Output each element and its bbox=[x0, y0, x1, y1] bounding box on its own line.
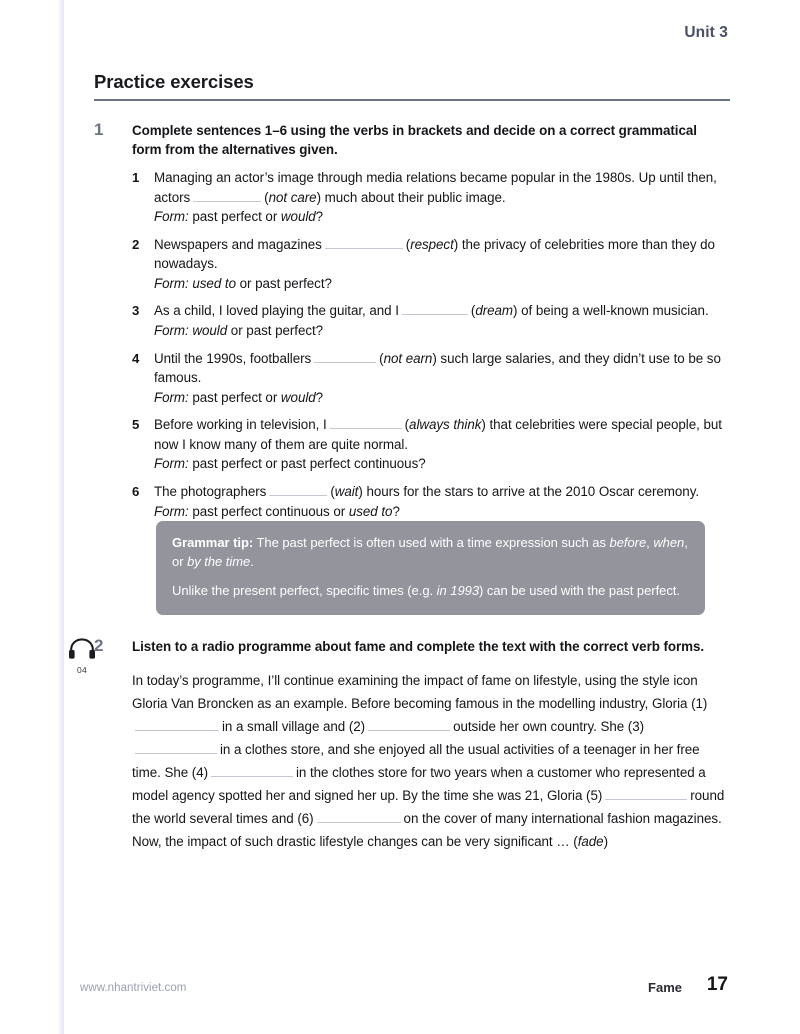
answer-blank[interactable] bbox=[135, 742, 217, 754]
verb-cue: always think bbox=[409, 417, 482, 433]
form-options bbox=[154, 502, 728, 522]
form-option-a: past perfect continuous bbox=[192, 503, 330, 519]
form-join: or bbox=[235, 275, 256, 291]
footer-page-number: 17 bbox=[706, 974, 728, 995]
exercise-2-instruction: Listen to a radio programme about fame and complete the text with the correct verb forms. bbox=[132, 639, 705, 654]
headphones-icon bbox=[67, 637, 97, 661]
tip-italic-bythetime: by the time bbox=[187, 553, 251, 569]
question-item: 2 Newspapers and magazines (respect) the privacy of celebrities more than they do nowadays. Form: used to or past perfect? bbox=[132, 235, 728, 294]
form-option-b: past perfect bbox=[246, 323, 316, 338]
audio-track-number: 04 bbox=[76, 665, 88, 675]
form-label: Form: bbox=[154, 456, 189, 472]
grammar-tip-paragraph-1 bbox=[172, 534, 689, 571]
form-end: ? bbox=[418, 456, 426, 472]
page-title: Practice exercises bbox=[94, 71, 254, 92]
question-text-after: hours for the stars to arrive at the 2010 Oscar ceremony. bbox=[366, 483, 700, 499]
answer-blank[interactable] bbox=[605, 788, 687, 800]
form-options bbox=[154, 321, 728, 341]
tip-text-a: The past perfect is often used with a time expression such as bbox=[253, 535, 610, 550]
verb-cue: respect bbox=[410, 236, 454, 252]
passage-part-2: in a small village and (2) bbox=[222, 719, 366, 735]
question-item: 1 Managing an actor’s image through media relations became popular in the 1980s. Up until then, actors (not care) much about their public image. Form: past perfect or would? bbox=[132, 168, 728, 227]
exercise-1-body bbox=[132, 121, 728, 529]
section-heading bbox=[94, 72, 730, 101]
answer-blank[interactable] bbox=[330, 417, 402, 429]
form-join: or bbox=[261, 389, 281, 405]
tip-italic-when: when bbox=[653, 535, 685, 550]
passage-fade-cue: fade bbox=[577, 834, 604, 850]
question-number: 1 bbox=[132, 170, 140, 186]
question-text-before: Managing an actor’s image through media relations became popular in the 1980s. Up until then, actors bbox=[154, 170, 717, 205]
answer-blank[interactable] bbox=[135, 719, 219, 731]
exercise-2-body bbox=[132, 637, 728, 853]
grammar-tip-label: Grammar tip: bbox=[172, 535, 254, 550]
form-label: Form: bbox=[154, 275, 189, 291]
form-options bbox=[154, 454, 728, 474]
page-footer bbox=[0, 974, 800, 1005]
running-head-unit: Unit 3 bbox=[684, 24, 728, 41]
exercise-2-number: 2 bbox=[94, 636, 104, 655]
form-option-b: past perfect bbox=[255, 275, 325, 291]
grammar-tip-box bbox=[156, 521, 705, 615]
answer-blank[interactable] bbox=[269, 484, 327, 496]
form-join: or bbox=[329, 503, 349, 519]
form-option-a: past perfect bbox=[192, 209, 262, 225]
question-text-after: the privacy of celebrities more than they do nowadays. bbox=[154, 236, 715, 272]
passage-part-7-end: ) bbox=[603, 834, 608, 850]
form-label: Form: bbox=[154, 323, 189, 338]
tip2-text-b: ) can be used with the past perfect. bbox=[479, 583, 680, 599]
question-text-before: Before working in television, I bbox=[154, 417, 327, 433]
form-join: or bbox=[227, 323, 247, 338]
answer-blank[interactable] bbox=[368, 719, 450, 731]
form-end: ? bbox=[315, 323, 324, 338]
question-number: 4 bbox=[132, 350, 140, 366]
form-end: ? bbox=[315, 209, 324, 225]
form-option-a: would bbox=[192, 323, 228, 338]
verb-cue: not earn bbox=[383, 350, 433, 366]
answer-blank[interactable] bbox=[314, 351, 376, 363]
question-number: 3 bbox=[132, 303, 140, 319]
passage-part-3: outside her own country. She (3) bbox=[453, 719, 645, 735]
passage-part-4: in a clothes store, and she enjoyed all the usual activities of a teenager in her free time. She (4) bbox=[132, 742, 700, 781]
form-label: Form: bbox=[154, 209, 189, 225]
question-number: 6 bbox=[132, 483, 140, 499]
form-label: Form: bbox=[154, 389, 189, 405]
question-item: 6 The photographers (wait) hours for the stars to arrive at the 2010 Oscar ceremony. Form: past perfect continuous or used to? bbox=[132, 482, 728, 521]
verb-cue: not care bbox=[268, 189, 317, 205]
exercise-1-instruction: Complete sentences 1–6 using the verbs in brackets and decide on a correct grammatical form from the alternatives given. bbox=[132, 123, 697, 158]
question-text-before: The photographers bbox=[154, 483, 267, 499]
tip-text-c: , or bbox=[172, 535, 688, 569]
question-item: 5 Before working in television, I (always think) that celebrities were special people, but now I know many of them are quite normal. Form: past perfect or past perfect continuous? bbox=[132, 415, 728, 474]
tip2-text-a: Unlike the present perfect, specific times (e.g. bbox=[172, 583, 437, 599]
question-text-before: Newspapers and magazines bbox=[154, 236, 322, 252]
form-option-a: used to bbox=[192, 275, 236, 291]
passage-part-1: In today’s programme, I’ll continue examining the impact of fame on lifestyle, using the style icon Gloria Van Broncken as an example. Before becoming famous in the modelling industry, Gloria (1) bbox=[132, 673, 708, 712]
question-item: 3 As a child, I loved playing the guitar, and I (dream) of being a well-known musician. Form: would or past perfect? bbox=[132, 301, 728, 340]
exercise-1-number: 1 bbox=[94, 120, 104, 139]
exercise-1-question-list bbox=[132, 168, 728, 521]
form-option-a: past perfect bbox=[192, 389, 262, 405]
passage-part-7: on the cover of many international fashion magazines. Now, the impact of such drastic lifestyle changes can be very significant … ( bbox=[132, 811, 722, 850]
question-number: 2 bbox=[132, 236, 140, 252]
tip-text-b: , bbox=[646, 535, 654, 550]
question-text-after: of being a well-known musician. bbox=[521, 303, 709, 319]
answer-blank[interactable] bbox=[317, 811, 401, 823]
form-options bbox=[154, 207, 728, 227]
form-options bbox=[154, 388, 728, 408]
heading-rule bbox=[94, 99, 730, 101]
tip2-italic-year: in 1993 bbox=[436, 583, 480, 599]
answer-blank[interactable] bbox=[402, 303, 468, 315]
question-text-before: As a child, I loved playing the guitar, and I bbox=[154, 303, 399, 319]
form-option-a: past perfect bbox=[192, 456, 262, 472]
form-join: or bbox=[261, 209, 281, 225]
verb-cue: wait bbox=[334, 483, 359, 499]
grammar-tip-paragraph-2 bbox=[172, 582, 689, 601]
form-option-b: would bbox=[280, 389, 316, 405]
listening-passage bbox=[132, 669, 728, 853]
form-label: Form: bbox=[154, 503, 189, 519]
question-text-after: much about their public image. bbox=[324, 189, 506, 205]
passage-part-5: in the clothes store for two years when a customer who represented a model agency spotted her and signed her up. By the time she was 21, Gloria (5) bbox=[132, 765, 706, 804]
question-text-after: that celebrities were special people, but now I know many of them are quite normal. bbox=[154, 417, 722, 452]
answer-blank[interactable] bbox=[211, 765, 293, 777]
form-join: or bbox=[261, 456, 281, 472]
page-gutter-line bbox=[62, 0, 64, 1034]
question-number: 5 bbox=[132, 417, 140, 433]
form-option-b: would bbox=[280, 209, 316, 225]
verb-cue: dream bbox=[475, 303, 514, 319]
question-text-after: such large salaries, and they didn’t use to be so famous. bbox=[154, 350, 721, 386]
form-options bbox=[154, 274, 728, 294]
footer-site-url: www.nhantriviet.com bbox=[80, 982, 187, 994]
form-end: ? bbox=[315, 389, 324, 405]
question-text-before: Until the 1990s, footballers bbox=[154, 350, 312, 366]
footer-unit-name: Fame bbox=[648, 980, 682, 995]
form-option-b: used to bbox=[348, 503, 393, 519]
form-option-b: past perfect continuous bbox=[280, 456, 419, 472]
answer-blank[interactable] bbox=[325, 237, 403, 249]
answer-blank[interactable] bbox=[193, 190, 261, 202]
passage-part-6: round the world several times and (6) bbox=[132, 788, 725, 827]
tip-italic-before: before bbox=[609, 535, 647, 550]
form-end: ? bbox=[324, 275, 332, 291]
question-item: 4 Until the 1990s, footballers (not earn) such large salaries, and they didn’t use to be so famous. Form: past perfect or would? bbox=[132, 349, 728, 408]
tip-text-d: . bbox=[250, 553, 254, 569]
form-end: ? bbox=[392, 503, 400, 519]
